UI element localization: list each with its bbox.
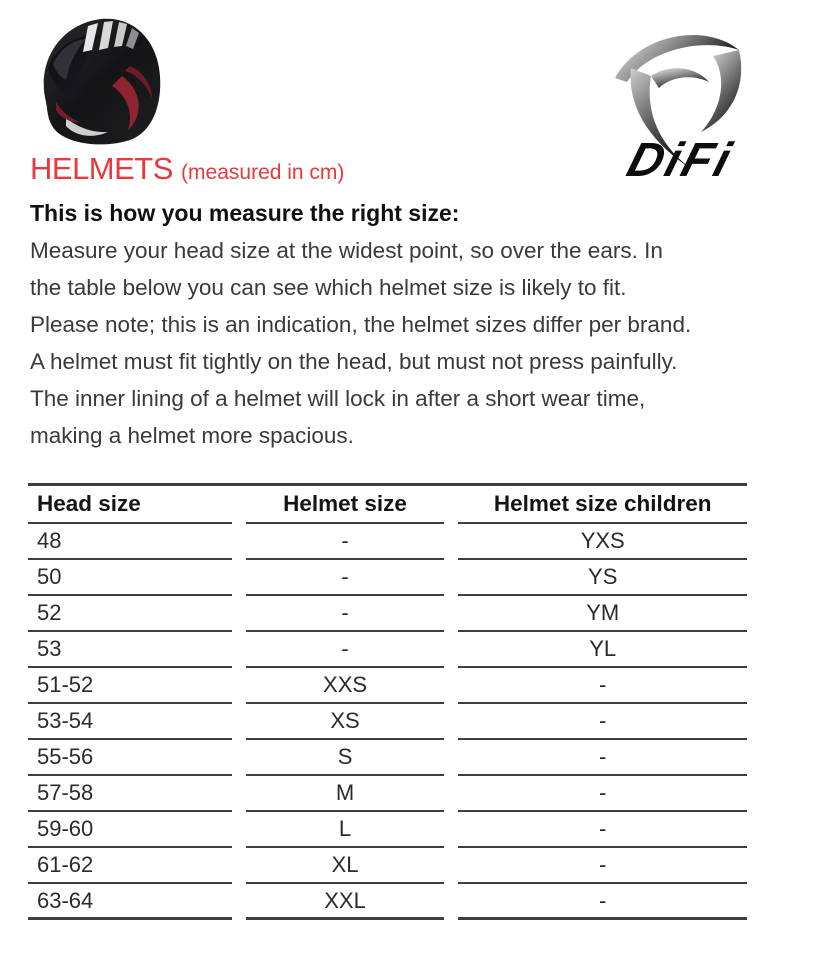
paragraph-line: Measure your head size at the widest point, so over the ears. In <box>30 238 663 263</box>
header-helmet-size-children: Helmet size children <box>458 486 747 524</box>
table-cell: - <box>458 668 747 704</box>
page-title-text: HELMETS <box>30 151 173 186</box>
table-body <box>28 524 747 920</box>
table-row <box>28 704 747 740</box>
table-cell: YXS <box>458 524 747 560</box>
paragraph-line: A helmet must fit tightly on the head, but must not press painfully. <box>30 349 678 374</box>
table-cell: 48 <box>28 524 232 560</box>
table-cell: 55-56 <box>28 740 232 776</box>
table-row <box>28 596 747 632</box>
table-row <box>28 848 747 884</box>
helmet-photo <box>26 6 168 154</box>
table-cell: - <box>458 812 747 848</box>
table-cell: XL <box>246 848 445 884</box>
difi-wordmark: DiFi <box>621 133 740 182</box>
paragraph-line: the table below you can see which helmet size is likely to fit. <box>30 275 627 300</box>
table-cell: 50 <box>28 560 232 596</box>
table-cell: XS <box>246 704 445 740</box>
table-row <box>28 884 747 920</box>
table-cell: 63-64 <box>28 884 232 920</box>
table-cell: 61-62 <box>28 848 232 884</box>
header-helmet-size: Helmet size <box>246 486 445 524</box>
table-row <box>28 740 747 776</box>
table-cell: M <box>246 776 445 812</box>
table-cell: S <box>246 740 445 776</box>
table-cell: 52 <box>28 596 232 632</box>
size-table <box>28 483 747 920</box>
table-cell: 53 <box>28 632 232 668</box>
table-cell: 57-58 <box>28 776 232 812</box>
table-cell: 51-52 <box>28 668 232 704</box>
paragraph-line: Please note; this is an indication, the helmet sizes differ per brand. <box>30 312 692 337</box>
table-cell: YL <box>458 632 747 668</box>
table-header-row <box>28 483 747 524</box>
table-row <box>28 776 747 812</box>
table-cell: XXS <box>246 668 445 704</box>
table-cell: - <box>246 560 445 596</box>
table-row <box>28 560 747 596</box>
table-row <box>28 632 747 668</box>
table-cell: YS <box>458 560 747 596</box>
paragraph-line: making a helmet more spacious. <box>30 423 354 448</box>
table-cell: - <box>458 740 747 776</box>
table-cell: - <box>458 776 747 812</box>
table-cell: - <box>458 704 747 740</box>
page-title <box>30 152 790 190</box>
table-row <box>28 524 747 560</box>
header-head-size: Head size <box>28 486 232 524</box>
table-row <box>28 668 747 704</box>
measure-subheading: This is how you measure the right size: <box>30 200 460 226</box>
table-row <box>28 812 747 848</box>
table-cell: L <box>246 812 445 848</box>
table-cell: - <box>458 884 747 920</box>
intro-paragraph <box>30 232 790 454</box>
paragraph-line: The inner lining of a helmet will lock in after a short wear time, <box>30 386 646 411</box>
page-title-suffix: (measured in cm) <box>181 161 345 184</box>
table-cell: XXL <box>246 884 445 920</box>
helmet-image-icon <box>26 6 168 154</box>
table-cell: - <box>458 848 747 884</box>
table-cell: - <box>246 524 445 560</box>
table-cell: 53-54 <box>28 704 232 740</box>
table-cell: - <box>246 596 445 632</box>
table-cell: - <box>246 632 445 668</box>
table-cell: YM <box>458 596 747 632</box>
intro-section <box>30 152 790 454</box>
table-cell: 59-60 <box>28 812 232 848</box>
